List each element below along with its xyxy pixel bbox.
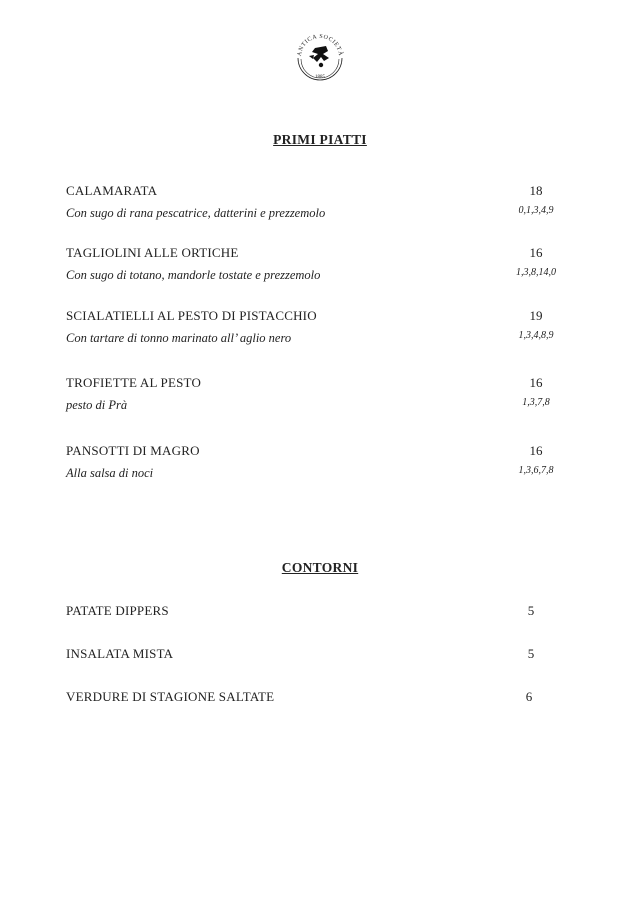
side-price: 6: [525, 689, 533, 704]
side-name: INSALATA MISTA: [66, 646, 174, 661]
restaurant-logo: [293, 28, 347, 82]
dish-price: 16: [529, 375, 543, 390]
side-name: VERDURE DI STAGIONE SALTATE: [66, 689, 275, 704]
side-name: PATATE DIPPERS: [66, 603, 169, 618]
section-title-contorni: CONTORNI: [281, 560, 359, 575]
dish-price: 19: [529, 308, 543, 323]
dish-name: SCIALATIELLI AL PESTO DI PISTACCHIO: [66, 308, 317, 323]
dish-description: Con sugo di totano, mandorle tostate e prezzemolo: [66, 268, 321, 282]
dish-name: PANSOTTI DI MAGRO: [66, 443, 200, 458]
dish-allergens: 1,3,7,8: [522, 397, 550, 408]
dish-description: Con tartare di tonno marinato all’ aglio nero: [66, 331, 292, 345]
dish-allergens: 1,3,8,14,0: [516, 267, 556, 278]
dish-allergens: 0,1,3,4,9: [518, 205, 554, 216]
dish-price: 18: [529, 183, 543, 198]
dish-description: Con sugo di rana pescatrice, datterini e prezzemolo: [66, 206, 326, 220]
dish-description: pesto di Prà: [66, 398, 128, 412]
dish-price: 16: [529, 443, 543, 458]
dish-name: TAGLIOLINI ALLE ORTICHE: [66, 245, 239, 260]
dish-name: TROFIETTE AL PESTO: [66, 375, 202, 390]
side-price: 5: [527, 646, 535, 661]
logo-arc-text: ANTICA SOCIETÀ: [296, 33, 344, 57]
section-title-primi: PRIMI PIATTI: [273, 132, 367, 147]
dish-name: CALAMARATA: [66, 183, 158, 198]
dish-description: Alla salsa di noci: [66, 466, 154, 480]
logo-year: 1885: [315, 75, 325, 80]
dish-allergens: 1,3,6,7,8: [518, 465, 554, 476]
dish-price: 16: [529, 245, 543, 260]
side-price: 5: [527, 603, 535, 618]
dish-allergens: 1,3,4,8,9: [518, 330, 554, 341]
